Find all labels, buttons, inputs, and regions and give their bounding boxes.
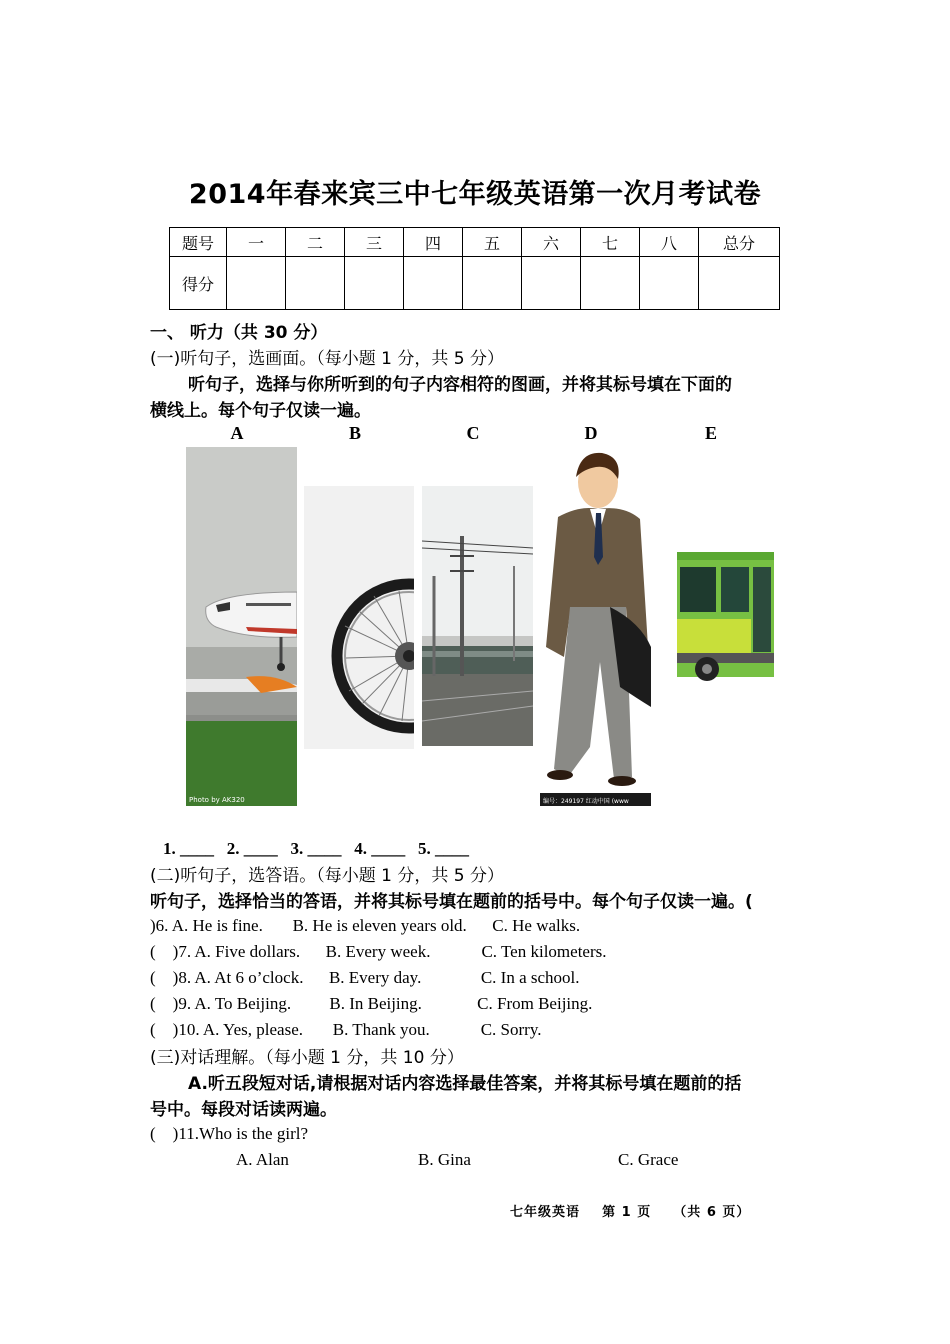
score-cell[interactable] (581, 257, 640, 310)
bus-image (677, 547, 774, 686)
picture-answer-blanks[interactable]: 1. ____ 2. ____ 3. ____ 4. ____ 5. ____ (163, 839, 469, 858)
score-cell[interactable] (227, 257, 286, 310)
score-cell[interactable] (640, 257, 699, 310)
bicycle-wheel-image (304, 486, 414, 749)
score-cell[interactable] (522, 257, 581, 310)
question-8: ( )8. A. At 6 o’clock. B. Every day. C. In a school. (150, 968, 580, 987)
part-1-header: (一)听句子，选画面。（每小题 1 分，共 5 分） (150, 349, 505, 369)
picture-letter-b: B (348, 423, 361, 443)
score-table-header-cell: 二 (286, 228, 345, 257)
airplane-photo-credit: Photo by AK320 (189, 796, 245, 804)
score-table-header-cell: 一 (227, 228, 286, 257)
score-table-header-cell: 七 (581, 228, 640, 257)
page-footer: 七年级英语 第 1 页 （共 6 页） (510, 1205, 751, 1220)
score-table-header-cell: 六 (522, 228, 581, 257)
walking-man-caption: 编号：249197 红动中国 (www (543, 798, 629, 805)
part-2-header: (二)听句子，选答语。（每小题 1 分，共 5 分） (150, 866, 505, 886)
question-11-option-b: B. Gina (418, 1150, 471, 1169)
score-table-header-cell: 八 (640, 228, 699, 257)
part-1-instructions-line1: 听句子，选择与你所听到的句子内容相符的图画，并将其标号填在下面的 (188, 375, 732, 395)
question-6: )6. A. He is fine. B. He is eleven years old. C. He walks. (150, 916, 581, 935)
score-row-label: 得分 (170, 257, 227, 310)
score-cell[interactable] (404, 257, 463, 310)
score-table-header-cell: 四 (404, 228, 463, 257)
score-table-header-cell: 三 (345, 228, 404, 257)
part-1-instructions-line2: 横线上。每个句子仅读一遍。 (150, 401, 371, 421)
score-table (169, 227, 780, 310)
question-11-option-c: C. Grace (618, 1150, 679, 1169)
railway-image (422, 486, 533, 746)
part-3-instructions-line1: A.听五段短对话,请根据对话内容选择最佳答案，并将其标号填在题前的括 (188, 1074, 742, 1094)
question-10: ( )10. A. Yes, please. B. Thank you. C. Sorry. (150, 1020, 542, 1039)
exam-title: 2014年春来宾三中七年级英语第一次月考试卷 (188, 179, 762, 210)
picture-letter-e: E (704, 423, 717, 443)
score-cell[interactable] (286, 257, 345, 310)
section-1-header: 一、 听力（共 30 分） (150, 323, 328, 343)
question-9: ( )9. A. To Beijing. B. In Beijing. C. From Beijing. (150, 994, 593, 1013)
score-table-header-cell: 题号 (170, 228, 227, 257)
airplane-image (186, 447, 297, 806)
score-table-header-cell: 总分 (699, 228, 780, 257)
walking-man-image (540, 447, 651, 806)
question-11: ( )11.Who is the girl? (150, 1124, 308, 1143)
question-11-option-a: A. Alan (236, 1150, 289, 1169)
picture-letter-a: A (230, 423, 244, 443)
part-3-header: (三)对话理解。（每小题 1 分，共 10 分） (150, 1048, 464, 1068)
picture-letter-c: C (466, 423, 480, 443)
picture-letter-d: D (584, 423, 598, 443)
score-cell[interactable] (699, 257, 780, 310)
question-7: ( )7. A. Five dollars. B. Every week. C. Ten kilometers. (150, 942, 607, 961)
part-2-instructions: 听句子，选择恰当的答语，并将其标号填在题前的括号中。每个句子仅读一遍。( (150, 892, 753, 912)
part-3-instructions-line2: 号中。每段对话读两遍。 (150, 1100, 337, 1120)
score-cell[interactable] (345, 257, 404, 310)
score-cell[interactable] (463, 257, 522, 310)
score-table-header-cell: 五 (463, 228, 522, 257)
